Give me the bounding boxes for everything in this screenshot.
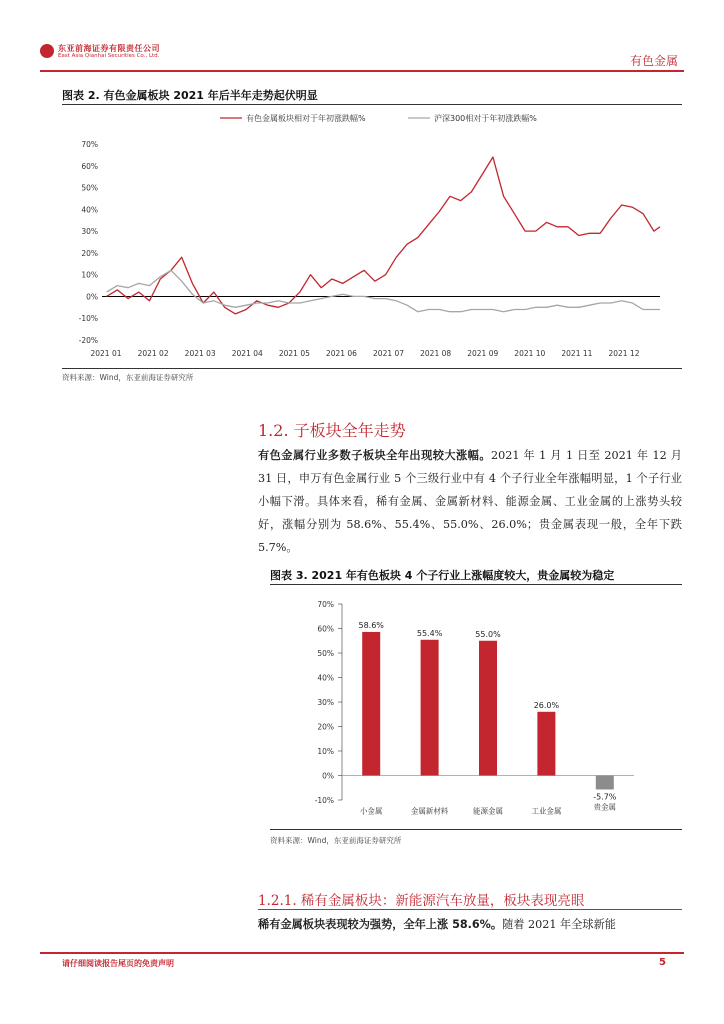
paragraph-body: 随着 2021 年全球新能 (502, 918, 616, 931)
header-divider (40, 70, 684, 72)
section-1-2-1-paragraph (258, 916, 682, 932)
legend-label: 有色金属板块相对于年初涨跌幅% (246, 114, 366, 123)
chart2-bars (358, 621, 616, 816)
bar (421, 640, 439, 776)
paragraph-lead: 有色金属行业多数子板块全年出现较大涨幅。 (258, 449, 491, 462)
company-logo-icon (40, 44, 54, 58)
subsection-divider (258, 909, 682, 910)
figure3-top-rule (270, 584, 682, 585)
y-tick-label: 40% (81, 205, 98, 215)
paragraph-body: 2021 年 1 月 1 日至 2021 年 12 月 31 日，申万有色金属行业 5 个三级行业中有 4 个子行业全年涨幅明显，1 个子行业小幅下滑。具体来看，稀有金属、金属新材料、能源金属、工业金属的上涨势头较好，涨幅分别为 58.6%、55.4%、55.0%、26.0%；贵金属表现一般，全年下跌 5.7%。 (258, 449, 682, 554)
x-tick-label: 2021 02 (137, 349, 169, 358)
x-tick-label: 2021 12 (608, 349, 640, 358)
category-label: 小金属 (359, 806, 383, 816)
x-tick-label: 2021 10 (514, 349, 546, 358)
company-name-en: East Asia Qianhai Securities Co., Ltd. (58, 53, 160, 59)
bar-value-label: 55.0% (475, 629, 501, 639)
y-tick-label: 60% (317, 624, 334, 634)
figure2-top-rule (62, 104, 682, 105)
section-heading-1-2: 1.2. 子板块全年走势 (258, 421, 406, 440)
y-tick-label: 50% (81, 183, 98, 193)
y-tick-label: 10% (81, 270, 98, 280)
footer-divider (40, 952, 684, 954)
figure2-title: 图表 2. 有色金属板块 2021 年后半年走势起伏明显 (62, 89, 318, 102)
header-section-title: 有色金属 (629, 54, 678, 68)
figure2-source: 资料来源：Wind，东亚前海证券研究所 (62, 373, 194, 382)
legend-label: 沪深300相对于年初涨跌幅% (434, 114, 537, 123)
category-label: 金属新材料 (410, 806, 449, 816)
y-tick-label: 40% (317, 673, 334, 683)
bar (537, 712, 555, 776)
y-tick-label: 0% (322, 771, 334, 781)
bar-value-label: 58.6% (358, 620, 384, 630)
x-tick-label: 2021 11 (561, 349, 593, 358)
y-tick-label: -20% (78, 336, 98, 345)
y-tick-label: 30% (81, 227, 98, 237)
figure3-source: 资料来源：Wind，东亚前海证券研究所 (270, 836, 402, 845)
figure2-bottom-rule (62, 368, 682, 369)
bar-value-label: -5.7% (593, 792, 617, 802)
bar (596, 776, 614, 790)
company-name-cn: 东亚前海证券有限责任公司 (58, 44, 160, 53)
y-tick-label: 0% (86, 292, 98, 302)
bar (479, 641, 497, 776)
chart1-axes (79, 140, 660, 358)
y-tick-label: 20% (81, 248, 98, 258)
y-tick-label: -10% (78, 314, 98, 324)
section-1-2-paragraph (258, 444, 682, 559)
x-tick-label: 2021 09 (467, 349, 499, 358)
y-tick-label: 30% (317, 698, 334, 707)
chart1-lines (107, 157, 660, 314)
x-tick-label: 2021 03 (184, 349, 216, 358)
chart1-legend (220, 113, 537, 123)
x-tick-label: 2021 06 (325, 349, 357, 358)
bar (362, 632, 380, 776)
category-label: 工业金属 (531, 806, 562, 816)
x-tick-label: 2021 05 (278, 349, 310, 358)
category-label: 贵金属 (593, 802, 617, 812)
page-number: 5 (659, 957, 666, 968)
bar-value-label: 55.4% (416, 628, 443, 638)
y-tick-label: 60% (81, 161, 98, 171)
footer-disclaimer: 请仔细阅读报告尾页的免责声明 (62, 959, 174, 968)
y-tick-label: 50% (317, 649, 334, 658)
category-label: 能源金属 (473, 806, 503, 816)
y-tick-label: -10% (314, 796, 334, 805)
y-tick-label: 70% (317, 600, 334, 609)
figure3-bar-chart (290, 590, 650, 826)
y-tick-label: 20% (317, 722, 334, 732)
x-tick-label: 2021 07 (373, 349, 405, 358)
figure2-line-chart (62, 106, 682, 368)
bar-value-label: 26.0% (533, 700, 560, 710)
y-tick-label: 70% (81, 140, 98, 149)
figure3-title: 图表 3. 2021 年有色板块 4 个子行业上涨幅度较大，贵金属较为稳定 (270, 569, 615, 582)
section-heading-1-2-1: 1.2.1. 稀有金属板块：新能源汽车放量，板块表现亮眼 (258, 893, 585, 909)
x-tick-label: 2021 04 (231, 349, 263, 358)
paragraph-lead: 稀有金属板块表现较为强势，全年上涨 58.6%。 (258, 918, 503, 931)
x-tick-label: 2021 08 (420, 349, 452, 358)
y-tick-label: 10% (317, 747, 334, 756)
figure3-bottom-rule (270, 829, 682, 830)
x-tick-label: 2021 01 (90, 349, 122, 358)
